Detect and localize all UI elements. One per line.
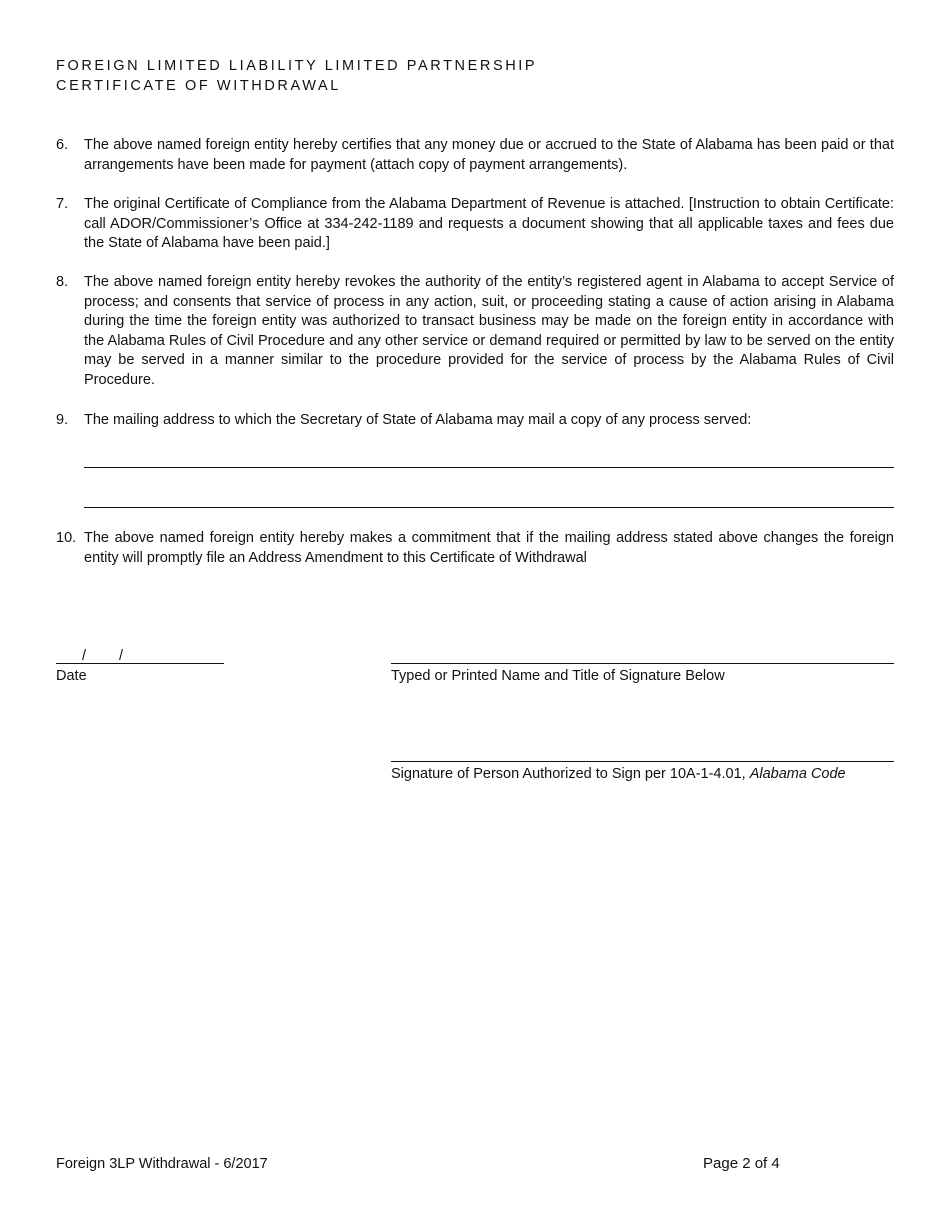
- clause-text: The original Certificate of Compliance from the Alabama Department of Revenue is attached. [Instruction to obtain Certificate: call ADOR/Commissioner’s Office at 334-242-1189 and requests a document showing that all applicable taxes and fees due the State of Alabama have been paid.]: [84, 196, 894, 252]
- mailing-address-line-1[interactable]: [84, 467, 894, 468]
- footer-form-id: Foreign 3LP Withdrawal - 6/2017: [56, 1156, 268, 1172]
- clause-7: [56, 195, 894, 254]
- clause-number: 9.: [56, 412, 69, 428]
- form-title-line-1: FOREIGN LIMITED LIABILITY LIMITED PARTNERSHIP: [56, 58, 538, 74]
- clause-number: 8.: [56, 274, 69, 290]
- form-title-line-2: CERTIFICATE OF WITHDRAWAL: [56, 78, 341, 94]
- form-header: [56, 56, 537, 96]
- date-separator: /: [82, 648, 87, 664]
- clause-8: [56, 273, 894, 391]
- printed-name-field-line[interactable]: [391, 663, 894, 664]
- clause-text: The above named foreign entity hereby makes a commitment that if the mailing address stated above changes the foreign entity will promptly file an Address Amendment to this Certificate of Withdrawal: [84, 530, 894, 566]
- signature-label-text: Signature of Person Authorized to Sign per 10A-1-4.01,: [391, 766, 746, 782]
- signature-label: [391, 765, 846, 783]
- clause-text: The above named foreign entity hereby certifies that any money due or accrued to the State of Alabama has been paid or that arrangements have been made for payment (attach copy of payment arrangements).: [84, 137, 894, 173]
- date-field-line[interactable]: [56, 663, 224, 664]
- signature-field-line[interactable]: [391, 761, 894, 762]
- clause-number: 6.: [56, 137, 69, 153]
- printed-name-label: Typed or Printed Name and Title of Signature Below: [391, 668, 725, 684]
- signature-label-code: Alabama Code: [749, 766, 846, 782]
- date-separator: /: [119, 648, 124, 664]
- date-label: Date: [56, 668, 87, 684]
- clause-number: 10.: [56, 530, 77, 546]
- clause-number: 7.: [56, 196, 69, 212]
- mailing-address-line-2[interactable]: [84, 507, 894, 508]
- clause-text: The above named foreign entity hereby revokes the authority of the entity’s registered agent in Alabama to accept Service of process; and consents that service of process in any action, suit, or proceeding stating a cause of action arising in Alabama during the time the foreign entity was authorized to transact business may be made on the foreign entity in accordance with the Alabama Rules of Civil Procedure and any other service or demand required or permitted by law to be served on the entity may be served in a manner similar to the procedure provided for the service of process by the Alabama Rules of Civil Procedure.: [84, 274, 894, 388]
- clause-6: [56, 136, 894, 175]
- footer-page-number: Page 2 of 4: [703, 1155, 780, 1172]
- clause-text: The mailing address to which the Secretary of State of Alabama may mail a copy of any process served:: [84, 412, 752, 428]
- clause-9: [56, 411, 894, 431]
- clause-10: [56, 529, 894, 568]
